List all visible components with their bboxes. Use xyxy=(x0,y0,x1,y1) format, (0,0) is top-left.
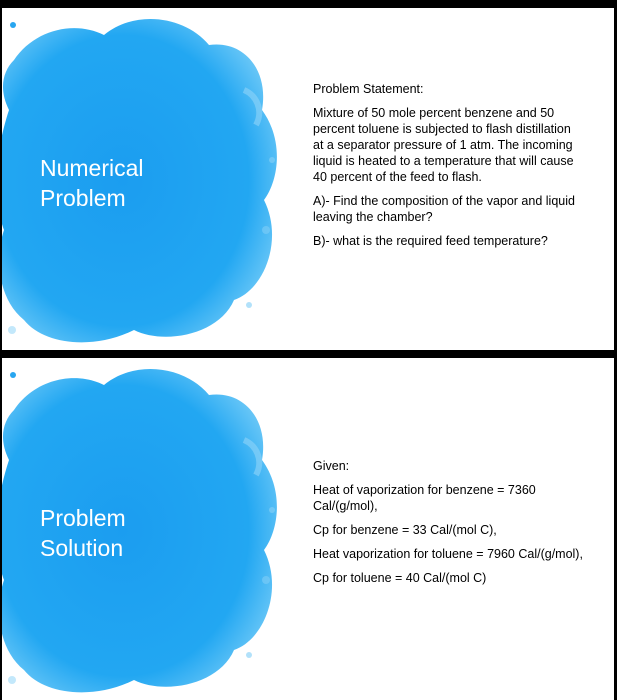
slide-problem-solution xyxy=(2,358,614,700)
title-line-1: Numerical xyxy=(40,155,144,181)
accent-dot xyxy=(10,372,16,378)
accent-dot xyxy=(10,22,16,28)
content-paragraph: Heat of vaporization for benzene = 7360 Cal/(g/mol), xyxy=(313,483,536,513)
slide-content xyxy=(313,81,583,257)
slide-numerical-problem xyxy=(2,8,614,350)
slide-title xyxy=(40,503,126,563)
slide-content xyxy=(313,458,583,594)
title-line-2: Problem xyxy=(40,185,126,211)
content-heading: Problem Statement: xyxy=(313,82,424,96)
content-paragraph: B)- what is the required feed temperature? xyxy=(313,234,548,248)
slide-title xyxy=(40,153,144,213)
content-paragraph: Heat vaporization for toluene = 7960 Cal/(g/mol), xyxy=(313,547,583,561)
content-paragraph: Cp for benzene = 33 Cal/(mol C), xyxy=(313,523,497,537)
content-paragraph: Cp for toluene = 40 Cal/(mol C) xyxy=(313,571,487,585)
content-paragraph: Mixture of 50 mole percent benzene and 50 percent toluene is subjected to flash distillation at a separator pressure of 1 atm. The incoming liquid is heated to a temperature that will cause 40 percent of the feed to flash. xyxy=(313,106,574,184)
content-heading: Given: xyxy=(313,459,350,473)
title-line-1: Problem xyxy=(40,505,126,531)
title-line-2: Solution xyxy=(40,535,124,561)
content-paragraph: A)- Find the composition of the vapor and liquid leaving the chamber? xyxy=(313,194,575,224)
